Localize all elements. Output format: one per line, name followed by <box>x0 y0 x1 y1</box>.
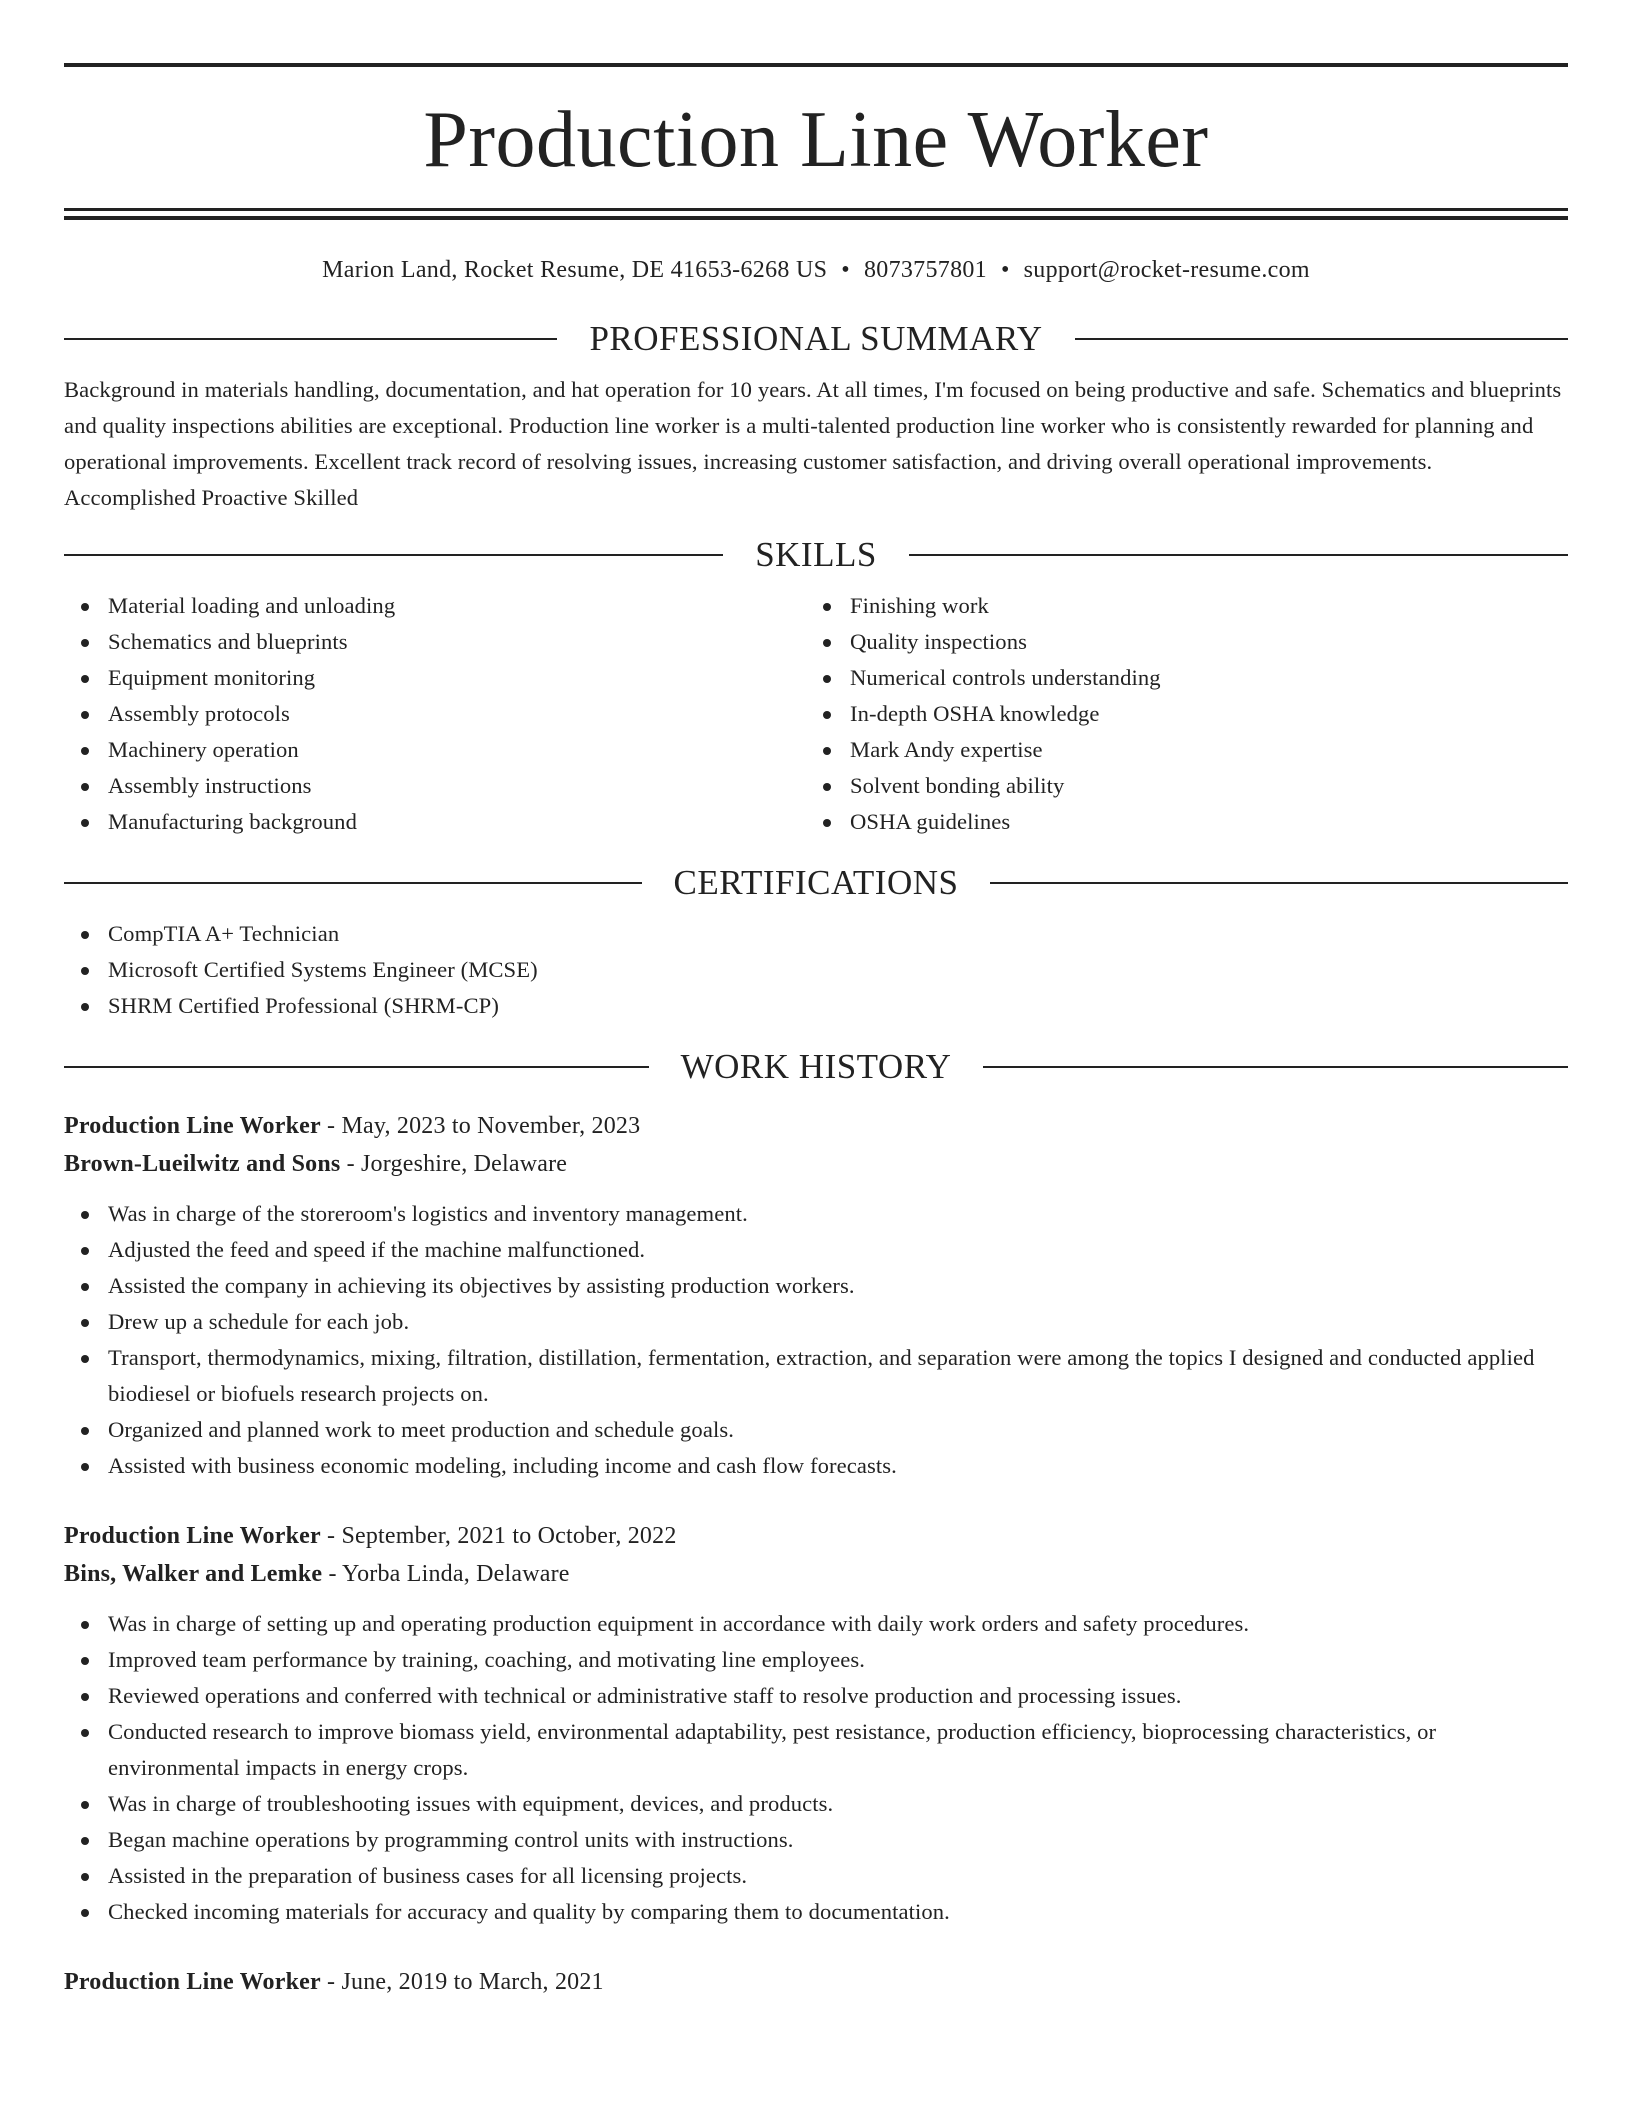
section-title: PROFESSIONAL SUMMARY <box>589 319 1043 358</box>
job-title-line <box>64 1517 1568 1555</box>
list-item: SHRM Certified Professional (SHRM-CP) <box>64 988 1568 1024</box>
section-rule <box>64 338 557 340</box>
list-item: Microsoft Certified Systems Engineer (MCSE) <box>64 952 1568 988</box>
section-rule <box>983 1066 1568 1068</box>
list-item: Was in charge of troubleshooting issues with equipment, devices, and products. <box>64 1786 1568 1822</box>
job-role: Production Line Worker <box>64 1969 321 1995</box>
section-rule <box>64 882 642 884</box>
section-title: WORK HISTORY <box>680 1047 952 1086</box>
list-item: Quality inspections <box>806 624 1548 660</box>
list-item: Began machine operations by programming control units with instructions. <box>64 1822 1568 1858</box>
list-item: Assembly instructions <box>64 768 806 804</box>
list-item: Was in charge of the storeroom's logistics and inventory management. <box>64 1196 1568 1232</box>
job-entry <box>64 1107 1568 1484</box>
contact-separator: • <box>1000 257 1010 283</box>
job-entry <box>64 1517 1568 1930</box>
list-item: Equipment monitoring <box>64 660 806 696</box>
list-item: OSHA guidelines <box>806 804 1548 840</box>
job-title-line <box>64 1107 1568 1145</box>
list-item: Manufacturing background <box>64 804 806 840</box>
job-bullets <box>64 1606 1568 1930</box>
section-header-summary <box>64 319 1568 359</box>
job-company: Bins, Walker and Lemke <box>64 1561 323 1587</box>
section-title: SKILLS <box>755 535 877 574</box>
section-header-work-history <box>64 1047 1568 1087</box>
section-title: CERTIFICATIONS <box>673 863 959 902</box>
section-header-certifications <box>64 863 1568 903</box>
list-item: Mark Andy expertise <box>806 732 1548 768</box>
job-company-line <box>64 1555 1568 1593</box>
list-item: Transport, thermodynamics, mixing, filtration, distillation, fermentation, extraction, and separation were among the topics I designed and conducted applied biodiesel or biofuels research projects on. <box>64 1340 1568 1412</box>
list-item: Material loading and unloading <box>64 588 806 624</box>
contact-separator: • <box>841 257 850 283</box>
job-role: Production Line Worker <box>64 1113 321 1139</box>
page-title: Production Line Worker <box>423 96 1209 184</box>
job-dates: - June, 2019 to March, 2021 <box>320 1969 604 1995</box>
list-item: Conducted research to improve biomass yield, environmental adaptability, pest resistance, production efficiency, bioprocessing characteristics, or environmental impacts in energy crops. <box>64 1714 1568 1786</box>
list-item: Assisted with business economic modeling, including income and cash flow forecasts. <box>64 1448 1568 1484</box>
list-item: Adjusted the feed and speed if the machine malfunctioned. <box>64 1232 1568 1268</box>
list-item: CompTIA A+ Technician <box>64 916 1568 952</box>
list-item: Was in charge of setting up and operating production equipment in accordance with daily work orders and safety procedures. <box>64 1606 1568 1642</box>
list-item: Improved team performance by training, coaching, and motivating line employees. <box>64 1642 1568 1678</box>
resume-page <box>64 0 1568 2001</box>
section-rule <box>1075 338 1568 340</box>
list-item: Numerical controls understanding <box>806 660 1548 696</box>
list-item: Assisted in the preparation of business cases for all licensing projects. <box>64 1858 1568 1894</box>
skills-columns <box>64 588 1568 840</box>
job-location: - Jorgeshire, Delaware <box>340 1151 568 1177</box>
list-item: Solvent bonding ability <box>806 768 1548 804</box>
skills-list-left <box>64 588 806 840</box>
list-item: Assisted the company in achieving its objectives by assisting production workers. <box>64 1268 1568 1304</box>
list-item: In-depth OSHA knowledge <box>806 696 1548 732</box>
section-rule <box>990 882 1568 884</box>
list-item: Schematics and blueprints <box>64 624 806 660</box>
top-rule <box>64 63 1568 67</box>
contact-email: support@rocket-resume.com <box>1023 257 1310 283</box>
job-title-line <box>64 1963 1568 2001</box>
list-item: Assembly protocols <box>64 696 806 732</box>
section-header-skills <box>64 535 1568 575</box>
job-company: Brown-Lueilwitz and Sons <box>64 1151 341 1177</box>
list-item: Checked incoming materials for accuracy and quality by comparing them to documentation. <box>64 1894 1568 1930</box>
job-company-line <box>64 1145 1568 1183</box>
list-item: Machinery operation <box>64 732 806 768</box>
title-double-rule <box>64 208 1568 220</box>
job-dates: - September, 2021 to October, 2022 <box>320 1523 677 1549</box>
job-role: Production Line Worker <box>64 1523 321 1549</box>
job-dates: - May, 2023 to November, 2023 <box>320 1113 641 1139</box>
section-rule <box>64 554 723 556</box>
list-item: Drew up a schedule for each job. <box>64 1304 1568 1340</box>
job-entry <box>64 1963 1568 2001</box>
section-rule <box>909 554 1568 556</box>
job-bullets <box>64 1196 1568 1484</box>
section-rule <box>64 1066 649 1068</box>
list-item: Organized and planned work to meet production and schedule goals. <box>64 1412 1568 1448</box>
contact-line <box>64 256 1568 284</box>
certifications-list <box>64 916 1568 1024</box>
skills-list-right <box>806 588 1548 840</box>
contact-address: Marion Land, Rocket Resume, DE 41653-6268 US <box>322 257 828 283</box>
summary-text: Background in materials handling, documentation, and hat operation for 10 years. At all times, I'm focused on being productive and safe. Schematics and blueprints and quality inspections abilities are exceptional. Production line worker is a multi-talented production line worker who is consistently rewarded for planning and operational improvements. Excellent track record of resolving issues, increasing customer satisfaction, and driving overall operational improvements. Accomplished Proactive Skilled <box>64 377 1562 510</box>
job-location: - Yorba Linda, Delaware <box>322 1561 570 1587</box>
list-item: Finishing work <box>806 588 1548 624</box>
contact-phone: 8073757801 <box>863 257 987 283</box>
list-item: Reviewed operations and conferred with technical or administrative staff to resolve production and processing issues. <box>64 1678 1568 1714</box>
